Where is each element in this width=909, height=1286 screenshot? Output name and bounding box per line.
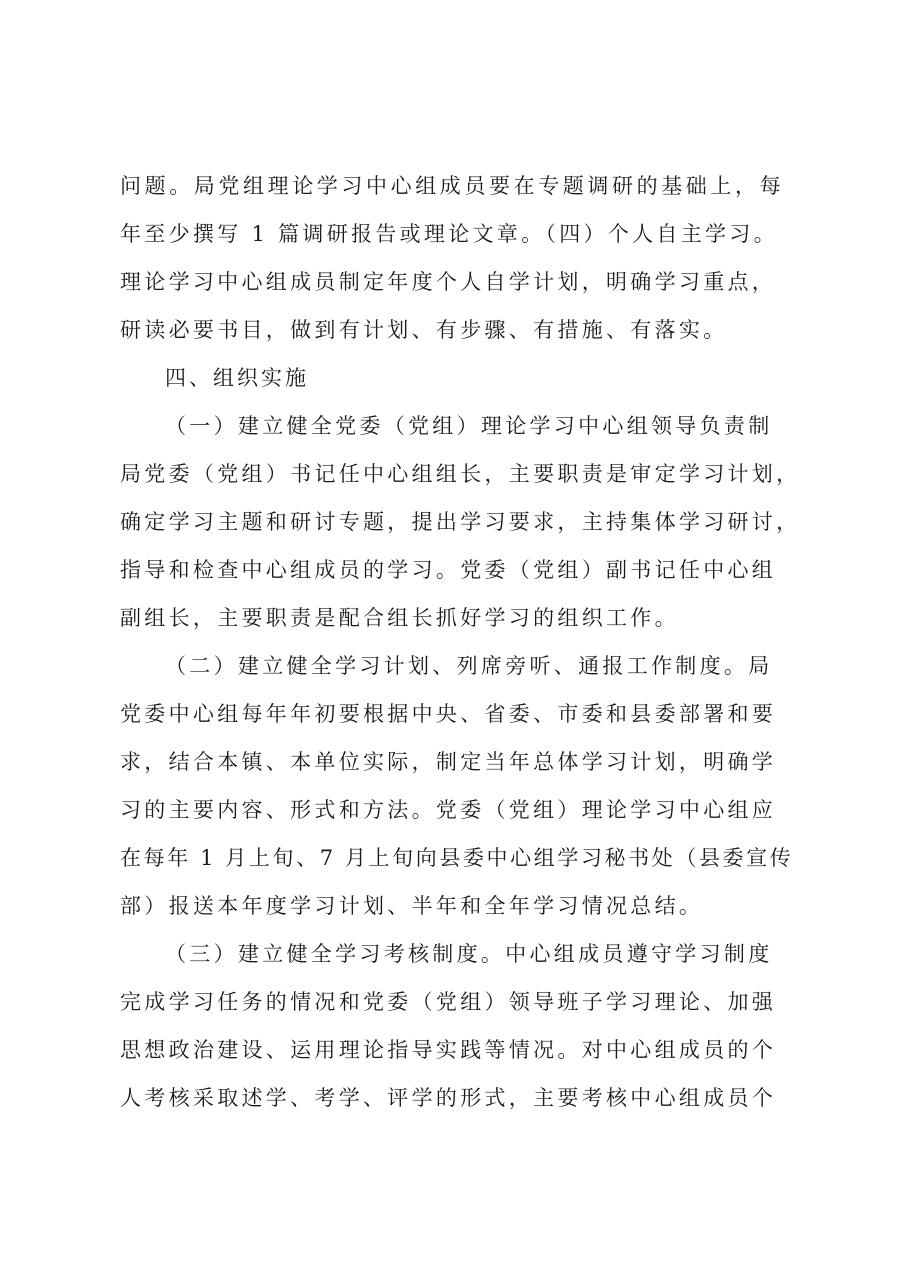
body-line: 求，结合本镇、本单位实际，制定当年总体学习计划，明确学 [120, 750, 777, 774]
body-line: 指导和检查中心组成员的学习。党委（党组）副书记任中心组 [120, 558, 777, 582]
body-line: 理论学习中心组成员制定年度个人自学计划，明确学习重点， [120, 270, 777, 294]
body-line: 问题。局党组理论学习中心组成员要在专题调研的基础上，每 [120, 174, 785, 198]
body-line: 思想政治建设、运用理论指导实践等情况。对中心组成员的个 [120, 1038, 777, 1062]
body-line: 确定学习主题和研讨专题，提出学习要求，主持集体学习研讨， [120, 510, 801, 534]
subsection-heading: （三）建立健全学习考核制度。中心组成员遵守学习制度 [165, 942, 773, 966]
body-line: 党委中心组每年年初要根据中央、省委、市委和县委部署和要 [120, 702, 777, 726]
body-line: 研读必要书目，做到有计划、有步骤、有措施、有落实。 [120, 318, 728, 342]
body-line: 年至少撰写 1 篇调研报告或理论文章。（四）个人自主学习。 [120, 222, 778, 246]
subsection-heading: （二）建立健全学习计划、列席旁听、通报工作制度。局 [165, 654, 773, 678]
section-heading: 四、组织实施 [165, 366, 309, 390]
body-line: 习的主要内容、形式和方法。党委（党组）理论学习中心组应 [120, 798, 777, 822]
subsection-heading: （一）建立健全党委（党组）理论学习中心组领导负责制 [165, 414, 773, 438]
body-line: 局党委（党组）书记任中心组组长，主要职责是审定学习计划， [120, 462, 801, 486]
body-line: 人考核采取述学、考学、评学的形式，主要考核中心组成员个 [120, 1086, 777, 1110]
body-line: 部）报送本年度学习计划、半年和全年学习情况总结。 [120, 894, 704, 918]
body-line: 在每年 1 月上旬、7 月上旬向县委中心组学习秘书处（县委宣传 [120, 846, 794, 870]
body-line: 副组长，主要职责是配合组长抓好学习的组织工作。 [120, 606, 679, 630]
body-line: 完成学习任务的情况和党委（党组）领导班子学习理论、加强 [120, 990, 777, 1014]
